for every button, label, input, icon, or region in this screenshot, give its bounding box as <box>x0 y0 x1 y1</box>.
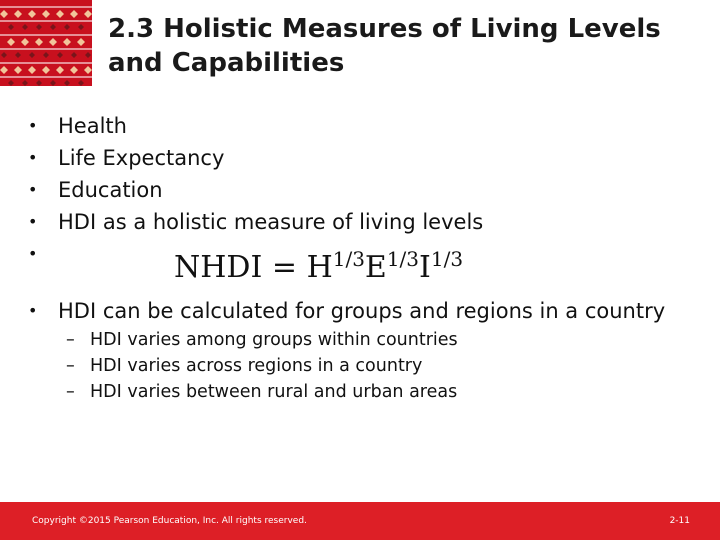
pattern-graphic <box>0 0 92 86</box>
formula-term-health: $H^{1/3}$ <box>306 247 365 285</box>
slide-title-line-1: 2.3 Holistic Measures of Living Levels <box>108 14 661 44</box>
sub-bullet-text: HDI varies across regions in a country <box>90 356 423 376</box>
sub-bullet-item <box>66 379 457 405</box>
formula-equals: = <box>271 250 298 285</box>
bullet-dot-icon: • <box>28 212 38 231</box>
bullet-text: HDI can be calculated for groups and regions in a country <box>58 299 666 323</box>
sub-bullet-item <box>66 327 458 353</box>
sub-bullet-item <box>66 353 422 379</box>
formula-lhs: NHDI <box>174 250 263 285</box>
bullet-dot-icon: • <box>28 180 38 199</box>
bullet-text: Education <box>58 178 163 202</box>
bullet-item-groups-regions <box>28 296 665 326</box>
formula-term-income: $I^{1/3}$ <box>419 247 464 285</box>
bullet-dot-icon: • <box>28 301 38 320</box>
footer-page-number: 2-11 <box>669 516 690 526</box>
en-dash-icon: – <box>66 330 75 350</box>
bullet-dot-icon: • <box>28 244 38 263</box>
slide-title <box>108 12 708 80</box>
bullet-item <box>28 175 163 205</box>
bullet-text: HDI as a holistic measure of living levels <box>58 210 484 234</box>
bullet-text: Life Expectancy <box>58 146 225 170</box>
bullet-item <box>28 111 127 141</box>
sub-bullet-text: HDI varies between rural and urban areas <box>90 382 458 402</box>
footer-bar <box>0 502 720 540</box>
bullet-dot-icon: • <box>28 148 38 167</box>
bullet-item-empty <box>28 239 58 269</box>
en-dash-icon: – <box>66 382 75 402</box>
footer-copyright: Copyright ©2015 Pearson Education, Inc. All rights reserved. <box>32 516 307 526</box>
sub-bullet-text: HDI varies among groups within countries <box>90 330 458 350</box>
nhdi-formula <box>174 246 463 290</box>
bullet-dot-icon: • <box>28 116 38 135</box>
decorative-pattern-banner <box>0 0 92 86</box>
bullet-item <box>28 207 483 237</box>
bullet-item <box>28 143 224 173</box>
formula-term-education: $E^{1/3}$ <box>364 247 420 285</box>
en-dash-icon: – <box>66 356 75 376</box>
slide-title-line-2: and Capabilities <box>108 48 345 78</box>
bullet-text: Health <box>58 114 127 138</box>
